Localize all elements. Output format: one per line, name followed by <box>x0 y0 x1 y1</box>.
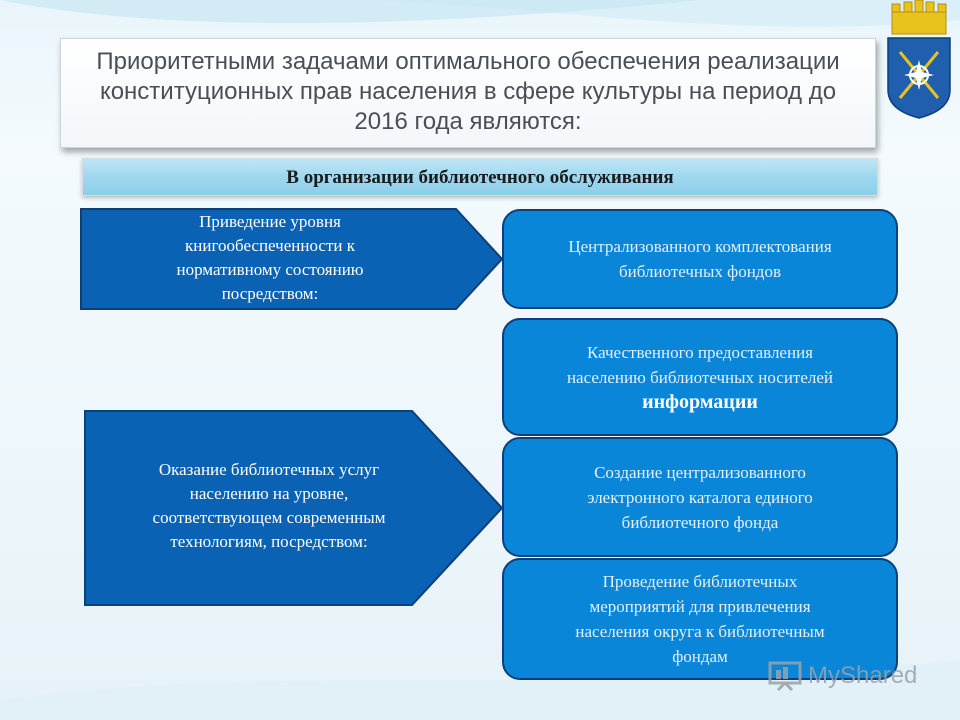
slide-title-line-2: конституционных прав населения в сфере культуры на период до <box>99 78 837 105</box>
box3-line-3: библиотечного фонда <box>621 512 779 532</box>
box2-line-2: населению библиотечных носителей <box>566 367 834 387</box>
box1-line-2: библиотечных фондов <box>618 262 781 281</box>
task-box-electronic-catalog <box>502 437 898 557</box>
arrow-shape-library-services <box>84 410 504 606</box>
task-box-quality-information <box>502 318 898 436</box>
presentation-icon <box>768 661 802 691</box>
arrow1-line-3: нормативному состоянию <box>176 260 364 279</box>
box4-line-2: мероприятий для привлечения <box>589 597 811 616</box>
arrow-shape-book-provision <box>80 208 504 310</box>
box1-line-1: Централизованного комплектования <box>568 237 832 256</box>
arrow2-line-3: соответствующем современным <box>152 508 386 527</box>
section-heading-bar: В организации библиотечного обслуживания <box>82 158 878 196</box>
box4-line-4: фондам <box>672 647 728 666</box>
task-box-centralized-acquisition <box>502 209 898 309</box>
slide-title-line-3: 2016 года являются: <box>354 108 582 135</box>
box2-emphasis: информации <box>642 390 758 413</box>
arrow1-line-1: Приведение уровня <box>199 212 341 231</box>
slide-title-line-1: Приоритетными задачами оптимального обеспечения реализации <box>96 48 840 75</box>
box4-line-3: населения округа к библиотечным <box>575 622 825 641</box>
arrow2-line-4: технологиям, посредством: <box>170 532 368 551</box>
slide-title-box <box>60 38 876 148</box>
arrow2-line-1: Оказание библиотечных услуг <box>158 460 380 479</box>
box2-line-1: Качественного предоставления <box>586 342 813 362</box>
box3-line-2: электронного каталога единого <box>587 487 813 507</box>
coat-of-arms-emblem <box>884 0 954 120</box>
arrow1-line-4: посредством: <box>221 284 319 303</box>
box3-line-1: Создание централизованного <box>594 462 806 482</box>
watermark-text: MyShared <box>808 662 918 689</box>
box4-line-1: Проведение библиотечных <box>602 572 798 591</box>
myshared-watermark <box>768 656 928 696</box>
arrow1-line-2: книгообеспеченности к <box>185 236 355 255</box>
arrow2-line-2: населению на уровне, <box>189 484 349 503</box>
